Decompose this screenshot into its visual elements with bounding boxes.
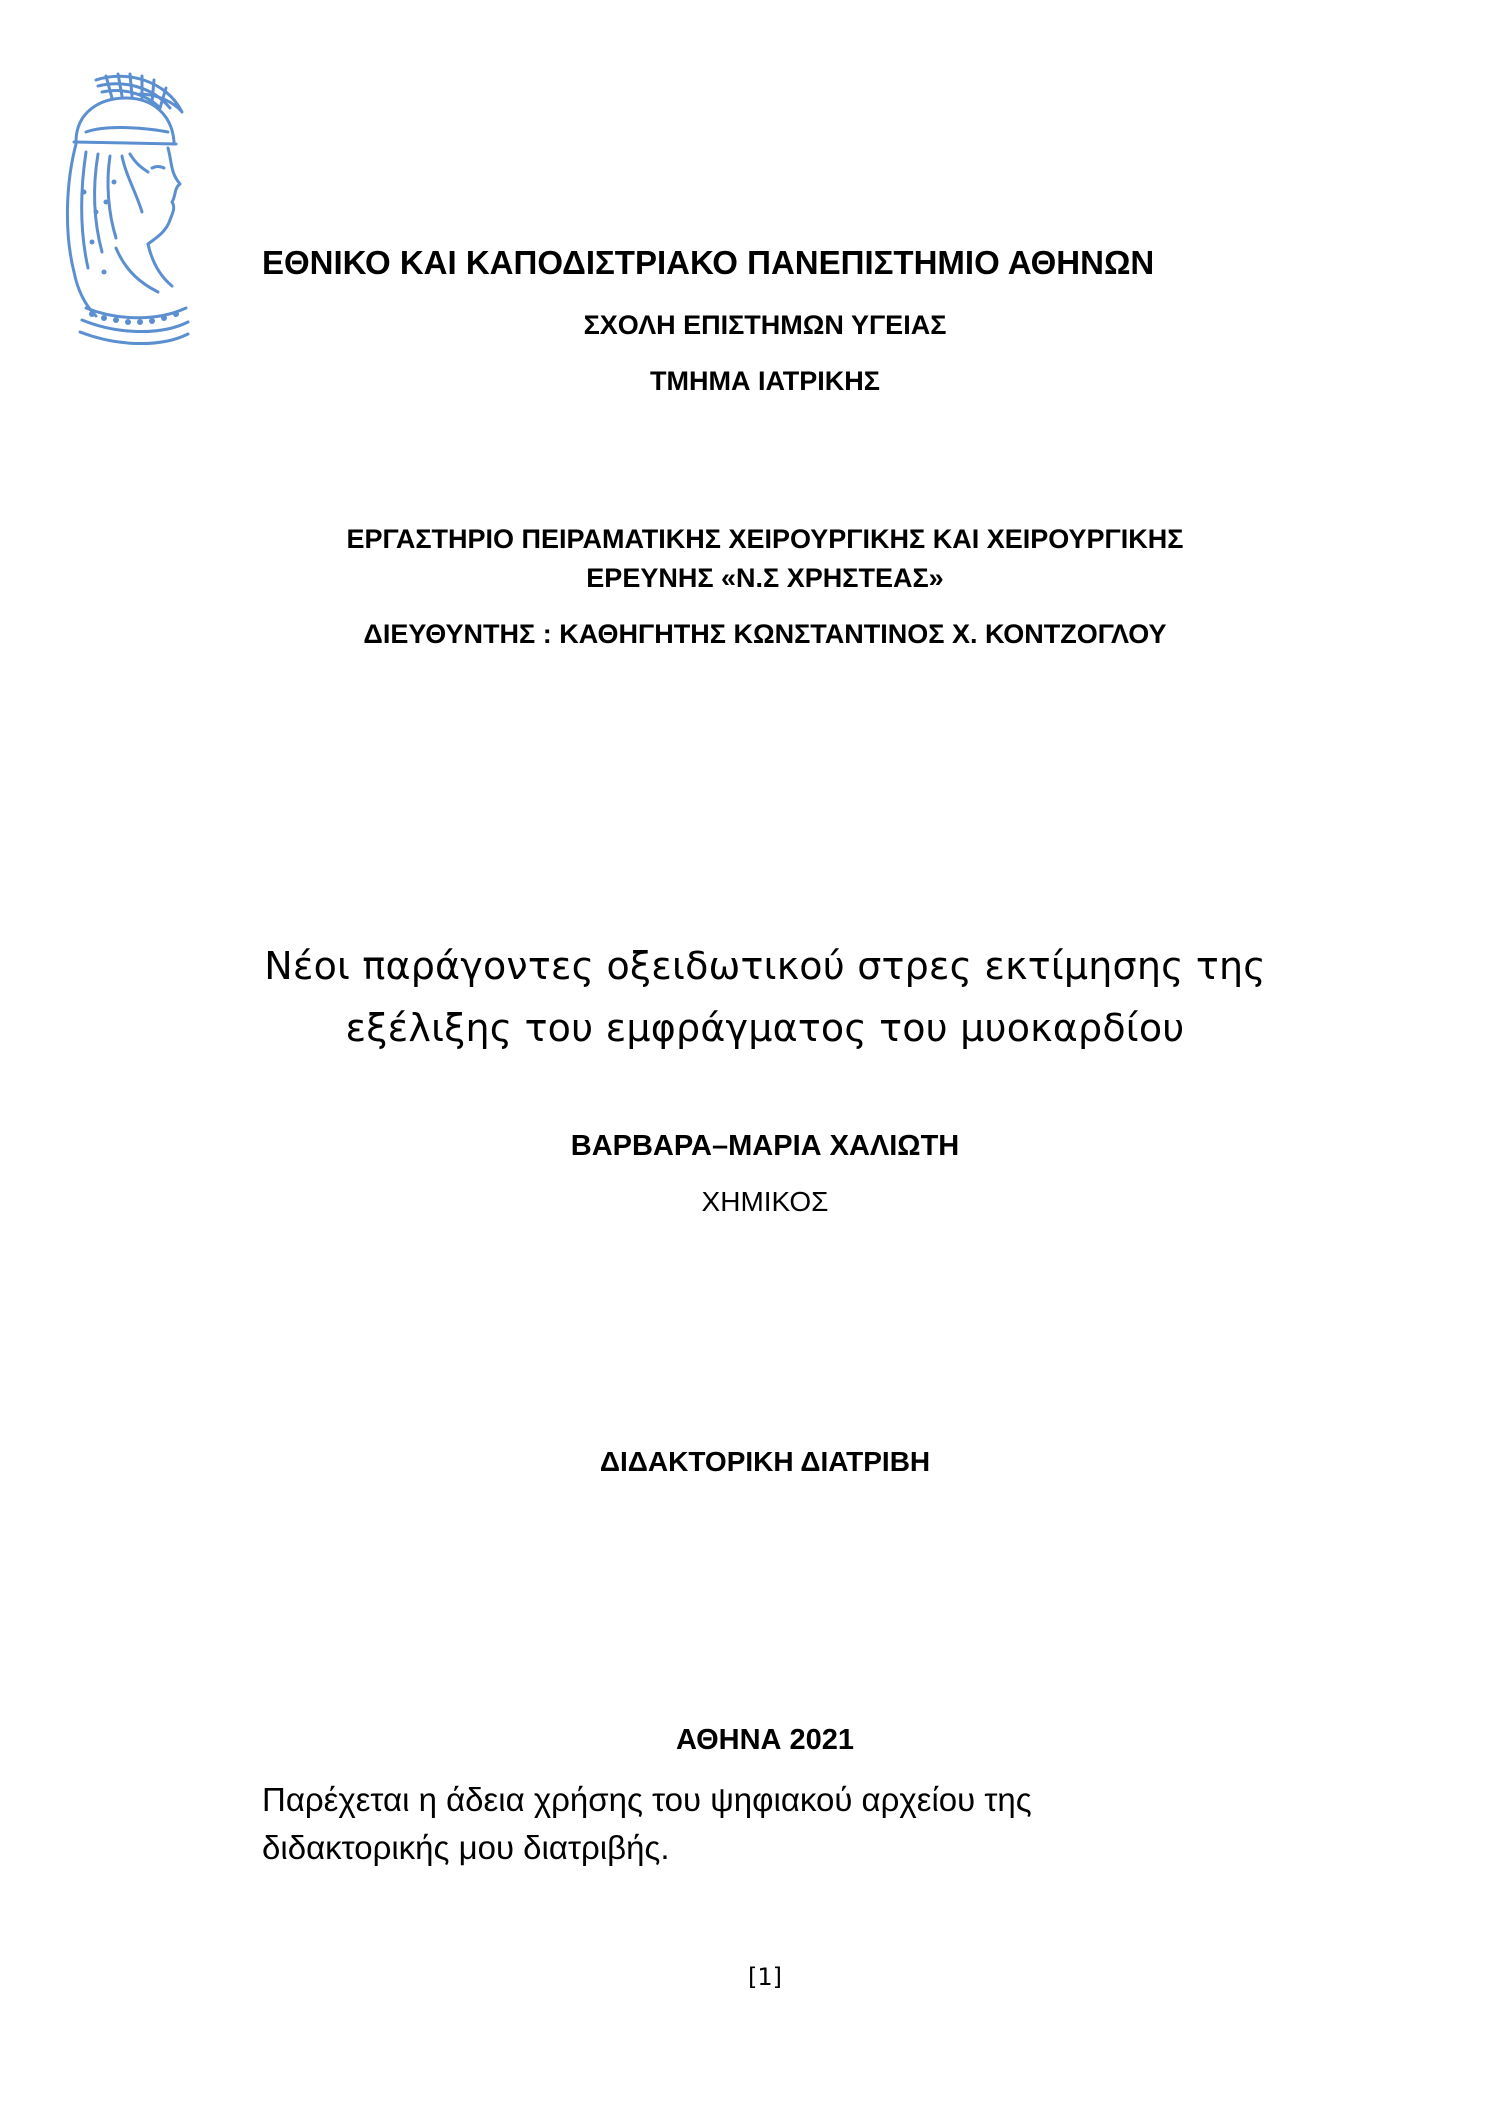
document-type: ΔΙΔΑΚΤΟΡΙΚΗ ΔΙΑΤΡΙΒΗ <box>599 1446 931 1477</box>
thesis-title <box>0 935 1489 1059</box>
laboratory-name-line1: ΕΡΓΑΣΤΗΡΙΟ ΠΕΙΡΑΜΑΤΙΚΗΣ ΧΕΙΡΟΥΡΓΙΚΗΣ ΚΑΙ ΧΕΙΡΟΥΡΓΙΚΗΣ <box>346 524 1184 554</box>
license-statement <box>262 1776 1032 1872</box>
author-name: ΒΑΡΒΑΡΑ–ΜΑΡΙΑ ΧΑΛΙΩΤΗ <box>570 1130 960 1162</box>
school-name: ΣΧΟΛΗ ΕΠΙΣΤΗΜΩΝ ΥΓΕΙΑΣ <box>583 310 947 340</box>
page-number: [1] <box>748 1963 782 1991</box>
laboratory-name-line2: ΕΡΕΥΝΗΣ «Ν.Σ ΧΡΗΣΤΕΑΣ» <box>586 563 944 593</box>
thesis-title-line1: Νέοι παράγοντες οξειδωτικού στρες εκτίμησης της <box>264 944 1266 988</box>
thesis-title-line2: εξέλιξης του εμφράγματος του μυοκαρδίου <box>345 1006 1185 1050</box>
university-name: ΕΘΝΙΚΟ ΚΑΙ ΚΑΠΟΔΙΣΤΡΙΑΚΟ ΠΑΝΕΠΙΣΤΗΜΙΟ ΑΘΗΝΩΝ <box>262 244 1155 281</box>
department-name: ΤΜΗΜΑ ΙΑΤΡΙΚΗΣ <box>650 366 880 396</box>
author-profession: ΧΗΜΙΚΟΣ <box>701 1186 829 1217</box>
athena-head-logo-icon <box>56 72 190 348</box>
laboratory-director: ΔΙΕΥΘΥΝΤΗΣ : ΚΑΘΗΓΗΤΗΣ ΚΩΝΣΤΑΝΤΙΝΟΣ Χ. ΚΟΝΤΖΟΓΛΟΥ <box>363 619 1167 649</box>
license-line2: διδακτορικής μου διατριβής. <box>262 1829 670 1866</box>
place-year: ΑΘΗΝΑ 2021 <box>675 1724 855 1756</box>
license-line1: Παρέχεται η άδεια χρήσης του ψηφιακού αρχείου της <box>262 1781 1032 1818</box>
